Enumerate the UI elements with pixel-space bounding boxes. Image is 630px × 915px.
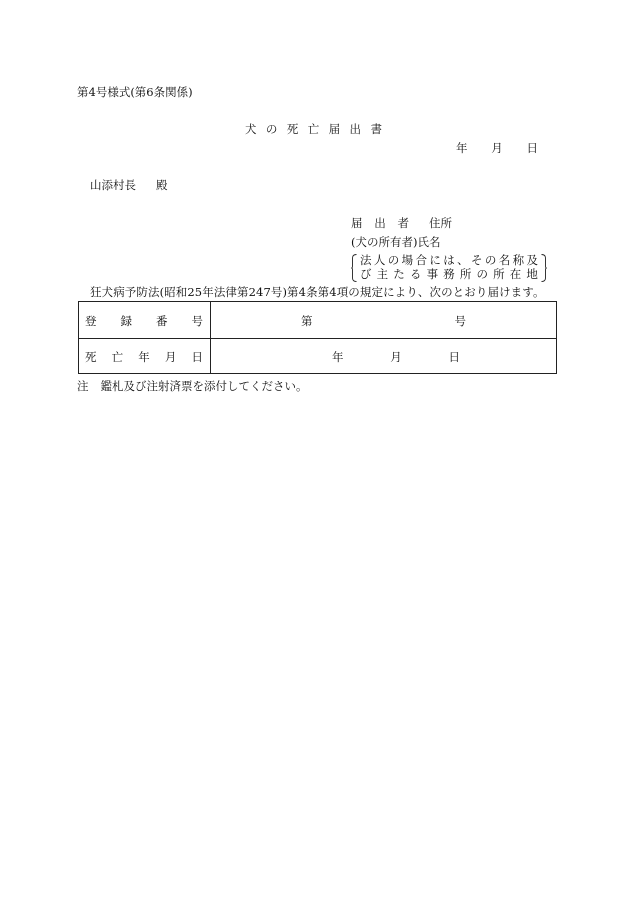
note-char: に (429, 253, 441, 267)
document-title (245, 124, 382, 136)
note-text: 鑑札及び注射済票を添付してください。 (100, 379, 308, 393)
reporter-label-char: 出 (374, 216, 386, 230)
value-char: 年 (332, 350, 344, 364)
label-char: 号 (191, 314, 203, 328)
death-date-field[interactable] (332, 352, 460, 364)
registration-number-field[interactable] (301, 316, 466, 328)
statute-text: 狂犬病予防法(昭和25年法律第247号)第4条第4項の規定により、次のとおり届けます。 (90, 285, 545, 299)
note-char: は (443, 253, 455, 267)
date-year-unit: 年 (456, 141, 468, 155)
left-bracket-icon (351, 254, 357, 282)
addressee (90, 180, 168, 192)
note-char: 所 (459, 267, 472, 281)
title-char: 亡 (307, 122, 320, 136)
value-char: 号 (454, 314, 466, 328)
value-char: 月 (390, 350, 402, 364)
reporter-label-char: 届 (351, 216, 363, 230)
note-char: 称 (512, 253, 525, 267)
note-char: の (484, 253, 497, 267)
attachment-note (77, 381, 308, 393)
date-day-unit: 日 (526, 141, 538, 155)
label-char: 録 (120, 314, 132, 328)
note-char: 法 (360, 253, 372, 267)
corporation-note-line1 (360, 255, 538, 267)
registration-number-label (85, 316, 203, 328)
value-char: 第 (301, 314, 313, 328)
addressee-name: 山添村長 (90, 178, 136, 192)
corporation-note (351, 254, 547, 282)
note-char: そ (471, 253, 483, 267)
note-char: 場 (401, 253, 414, 267)
date-month-unit: 月 (491, 141, 503, 155)
label-char: 年 (138, 350, 150, 364)
note-char: た (393, 267, 405, 281)
label-char: 日 (191, 350, 203, 364)
corporation-note-line2 (360, 269, 538, 281)
owner-name-label: (犬の所有者)氏名 (351, 235, 441, 249)
table-row-divider (79, 338, 556, 339)
reporter-label (351, 218, 409, 230)
note-char: 主 (376, 267, 389, 281)
label-char: 亡 (111, 350, 124, 364)
right-bracket-icon (541, 254, 547, 282)
label-char: 番 (156, 314, 168, 328)
note-char: 合 (415, 253, 427, 267)
registration-table (78, 301, 557, 374)
note-char: 人 (373, 253, 386, 267)
value-char: 日 (448, 350, 460, 364)
note-char: る (409, 267, 422, 281)
submission-date (456, 143, 538, 155)
title-char: 出 (349, 122, 362, 136)
note-char: 及 (526, 253, 538, 267)
title-char: 犬 (245, 122, 257, 136)
reporter-label-char: 者 (397, 216, 409, 230)
addressee-honorific: 殿 (156, 178, 168, 192)
note-char: 務 (443, 267, 455, 281)
label-char: 死 (85, 350, 97, 364)
title-char: の (265, 122, 278, 136)
note-prefix: 注 (77, 379, 89, 393)
title-char: 書 (370, 122, 382, 136)
title-char: 死 (286, 122, 299, 136)
note-char: 事 (426, 267, 439, 281)
note-char: び (360, 267, 372, 281)
title-char: 届 (328, 122, 341, 136)
label-char: 月 (164, 350, 177, 364)
label-char: 登 (85, 314, 97, 328)
death-date-label (85, 352, 203, 364)
address-label: 住所 (429, 216, 452, 230)
note-char: の (387, 253, 400, 267)
note-char: 名 (498, 253, 511, 267)
note-char: 所 (493, 267, 505, 281)
reporter-address-line (351, 218, 452, 230)
note-char: 在 (509, 267, 522, 281)
note-char: 、 (457, 253, 469, 267)
form-number: 第4号様式(第6条関係) (77, 85, 193, 99)
note-char: の (476, 267, 488, 281)
note-char: 地 (526, 267, 538, 281)
